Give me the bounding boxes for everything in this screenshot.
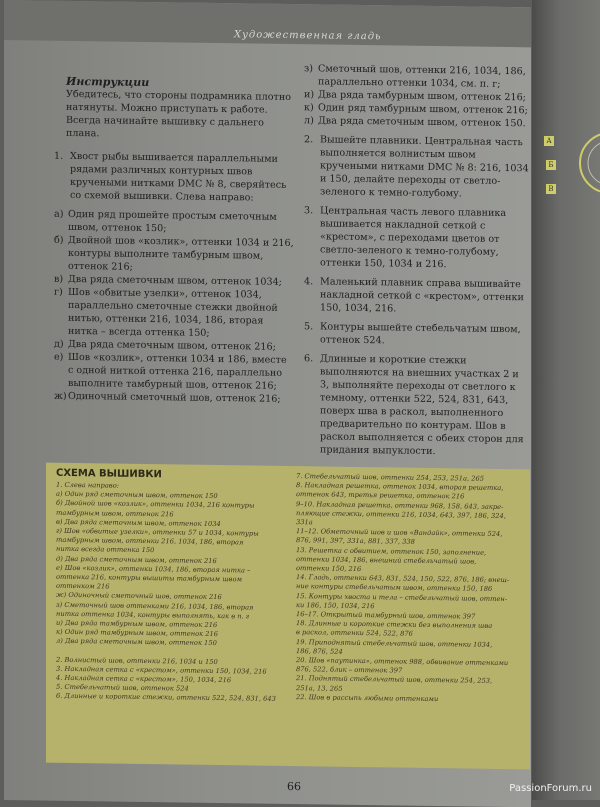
- item-text: Маленький плавник справа вышивайте накладной сеткой с «крестом», оттенки 150, 1034, 216.: [320, 276, 524, 315]
- scheme-row: 20. Шов «паутинка», оттенок 988, обвивание оттенками: [296, 656, 509, 668]
- step-1-items-continued: [304, 62, 529, 130]
- instruction-item: [54, 208, 294, 237]
- scheme-row: 5. Стебельчатый шов, оттенок 524: [56, 683, 189, 693]
- scheme-row: в) Два ряда сметочным швом, оттенок 1034: [56, 517, 221, 528]
- item-text: Контуры вышейте стебельчатым швом, оттенок 524.: [320, 321, 521, 347]
- watermark: PassionForum.ru: [509, 783, 592, 794]
- instructions-right-column: [304, 62, 529, 459]
- scheme-row: б) Двойной шов «козлик», оттенки 1034, 216 контуры: [56, 499, 255, 510]
- scheme-row: оттенки 1034, 186, внешний стебельчатый шов,: [296, 554, 477, 566]
- instruction-item: [304, 320, 529, 349]
- item-key: 4.: [304, 276, 314, 288]
- scheme-row: 8. Накладная решетка, оттенок 1034, вторая решетка,: [296, 481, 504, 493]
- item-text: Два ряда сметочным швом, оттенок 216;: [68, 338, 276, 353]
- instructions-intro: Убедитесь, что стороны подрамника плотно натянуты. Можно приступать к работе. Всегда начинайте вышивку с дальнего плана.: [66, 88, 291, 140]
- embroidery-scheme-box: [46, 463, 530, 770]
- scheme-row: 11–12. Обметочный шов и шов «Вандайк», оттенки 524,: [296, 527, 503, 539]
- item-text: Два ряда сметочным швом, оттенок 1034;: [68, 273, 282, 288]
- item-key: б): [54, 234, 64, 246]
- item-key: 6.: [304, 353, 314, 365]
- item-text: Сметочный шов, оттенки 216, 1034, 186, параллельно оттенки 1034, см. п. г;: [318, 63, 526, 90]
- item-key: л): [304, 115, 314, 127]
- item-text: Вышейте плавники. Центральная часть выполняется волнистым швом кручеными нитками DMC № 8: 216, 1034 и 150, делайте переходы от светло-зеленого к темно-голубому.: [320, 134, 529, 200]
- scheme-row: г) Шов «обвитые узелки», оттенки 57 и 1034, контуры: [56, 526, 259, 538]
- scheme-row: ж) Одиночный сметочный шов, оттенок 216: [56, 591, 222, 602]
- instruction-item: [304, 352, 529, 459]
- item-text: Два ряда сметочным швом, оттенок 150.: [318, 115, 526, 130]
- scheme-row: оттенка 216, контуры вышиты тамбурным швом: [56, 572, 243, 584]
- scheme-row: оттенок 643, третья решетка, оттенок 216: [296, 490, 465, 501]
- item-key: г): [54, 286, 63, 298]
- adjacent-page-edge: [532, 0, 600, 800]
- scheme-row: 21. Поднятый стебельчатый шов, оттенки 254, 253,: [296, 674, 493, 686]
- numbered-steps: [304, 133, 529, 459]
- instruction-item: [304, 275, 529, 317]
- scheme-row: а) Один ряд сметочным швом, оттенок 150: [56, 489, 218, 501]
- item-text: Одиночный сметочный шов, оттенок 216;: [68, 390, 281, 405]
- instructions-left-column: [54, 75, 294, 406]
- item-text: Длинные и короткие стежки выполняются на внешних участках 2 и 3, выполняйте переходы от светлого к темному, оттенки 522, 524, 831, 643, поверх шва в раскол, выполненного предварительно по контурам. Шов в раскол выполняется с обеих сторон для придания выпуклости.: [320, 353, 524, 458]
- scheme-row: 251а, 13, 265: [296, 683, 343, 693]
- item-text: Один ряд тамбурным швом, оттенок 216;: [318, 102, 528, 117]
- scheme-row: 16–17. Открытый тамбурный шов, оттенок 397: [296, 610, 476, 621]
- item-text: Один ряд прошейте простым сметочным швом, оттенок 150;: [68, 208, 277, 235]
- scheme-row: 9–10. Накладная решетка, оттенки 968, 158, 643, закре-: [296, 499, 504, 511]
- scheme-row: 22. Шов в рассыпь любыми оттенками: [296, 692, 439, 703]
- instruction-item: [304, 114, 529, 130]
- circle-diagram-icon: [576, 128, 600, 198]
- scheme-row: е) Шов «козлик», оттенки 1034, 186, вторая нитка –: [56, 563, 251, 575]
- page-header-title: Художественная гладь: [234, 29, 382, 43]
- instruction-item: [54, 286, 294, 341]
- side-tab-b: Б: [546, 160, 556, 170]
- item-key: 5.: [304, 321, 314, 333]
- item-text: Двойной шов «козлик», оттенки 1034 и 216, контуры выполните тамбурным швом, оттенок 216;: [68, 234, 294, 273]
- item-key: в): [54, 273, 64, 285]
- item-key: 2.: [304, 134, 314, 146]
- instruction-item: [304, 62, 529, 91]
- scheme-row: нитка всегда оттенка 150: [56, 545, 155, 555]
- step-1-items: [54, 208, 294, 406]
- instruction-item: [304, 204, 529, 272]
- scheme-row: пляющие стежки, оттенки 216, 1034, 643, 397, 186, 324,: [296, 508, 506, 520]
- scheme-row: 15. Контуры хвоста и тела – стебельчатый шов, оттен-: [296, 591, 508, 603]
- step-1-text: Хвост рыбы вышивается параллельными рядами различных контурных швов кручеными нитками DMC № 8, сверяйтесь со схемой вышивки. Слева направо:: [70, 150, 287, 204]
- scheme-row: тамбурным швом, оттенки 216, 1034, 186, вторая: [56, 535, 244, 547]
- scheme-row: 19. Приподнятый стебельчатый шов, оттенки 1034,: [296, 637, 493, 649]
- side-tab-a: А: [544, 136, 554, 146]
- scheme-row: 7. Стебельчатый шов, оттенки 254, 253, 251а, 265: [296, 472, 485, 483]
- scheme-right-list: [296, 472, 526, 705]
- scheme-row: и) Два ряда тамбурным швом, оттенок 216: [56, 618, 218, 630]
- instruction-item: [304, 133, 529, 201]
- item-key: и): [304, 89, 315, 101]
- scheme-left-list: [56, 481, 286, 705]
- scheme-row: 876, 522, блик – оттенок 397: [296, 665, 403, 675]
- item-key: а): [54, 208, 64, 220]
- scheme-row: 876, 991, 397, 331а, 881, 337, 338: [296, 536, 415, 547]
- item-text: Шов «обвитые узелки», оттенок 1034, параллельно сметочные стежки двойной нитью, оттенки 216, 1034, 186, вторая нитка – всегда оттенка 150;: [68, 286, 278, 339]
- scheme-row: 1. Слева направо:: [56, 480, 119, 490]
- scheme-row: 6. Длинные и короткие стежки, оттенки 522, 524, 831, 643: [56, 692, 276, 704]
- page-number: 66: [287, 779, 301, 794]
- item-key: е): [54, 351, 64, 363]
- side-tab-c: В: [546, 184, 556, 194]
- instruction-item: [54, 390, 294, 406]
- scheme-row: ки 186, 150, 1034, 216: [296, 600, 375, 611]
- scheme-row: 4. Накладная сетка с «крестом», 150, 1034, 216: [56, 673, 232, 685]
- scheme-row: оттенки 150, 216: [296, 564, 362, 574]
- scheme-row: тамбурным швом, оттенок 216: [56, 508, 174, 519]
- item-key: 3.: [304, 205, 314, 217]
- scheme-row: 13. Решетка с обвитием, оттенок 150, заполнение,: [296, 545, 487, 557]
- instruction-item: [54, 234, 294, 276]
- scheme-row: к) Один ряд тамбурным швом, оттенок 216: [56, 628, 219, 639]
- item-key: з): [304, 63, 313, 75]
- scheme-title: СХЕМА ВЫШИВКИ: [56, 467, 162, 481]
- scheme-row: в раскол, оттенки 524, 522, 876: [296, 628, 413, 639]
- scheme-row: 2. Волнистый шов, оттенки 216, 1034 и 150: [56, 655, 218, 666]
- step-1: [54, 150, 294, 205]
- scheme-row: л) Два ряда сметочным швом, оттенок 150: [56, 637, 217, 648]
- item-text: Два ряда тамбурным швом, оттенок 216;: [318, 89, 526, 104]
- instruction-item: [54, 351, 294, 393]
- scheme-row: оттенком 216: [56, 581, 110, 591]
- instructions-heading: Инструкции: [66, 74, 150, 90]
- item-text: Центральная часть левого плавника вышивается накладной сеткой с «крестом», с переходами цветов от светло-зеленого к темно-голубому, оттенки 150, 1034 и 216.: [320, 205, 507, 271]
- item-key: ж): [54, 390, 67, 402]
- scheme-row: 14. Гладь, оттенки 643, 831, 524, 150, 522, 876, 186; внеш-: [296, 573, 510, 585]
- step-number: 1.: [54, 150, 64, 162]
- scheme-row: д) Два ряда сметочным швом, оттенок 216: [56, 554, 217, 565]
- scheme-row: з) Сметочный шов оттенками 216, 1034, 186, вторая: [56, 600, 254, 612]
- item-key: к): [304, 102, 314, 114]
- scheme-row: нитка оттенка 1034, контуры выполнять, как в п. г: [56, 609, 250, 621]
- scheme-row: 3. Накладная сетка с «крестом», оттенки 150, 1034, 216: [56, 664, 267, 676]
- page-header: [4, 0, 531, 47]
- scheme-row: ние контуры стебельчатым швом, оттенки 150, 186: [296, 582, 493, 594]
- item-key: д): [54, 338, 64, 350]
- scheme-row: 331а: [296, 518, 313, 527]
- scheme-row: 18. Длинные и короткие стежки без выполнения шва: [296, 619, 493, 631]
- item-text: Шов «козлик», оттенки 1034 и 186, вместе с одной ниткой оттенка 216, параллельно выполните тамбурный шов, оттенок 216;: [68, 351, 287, 392]
- scheme-row: 186, 876, 524: [296, 646, 343, 656]
